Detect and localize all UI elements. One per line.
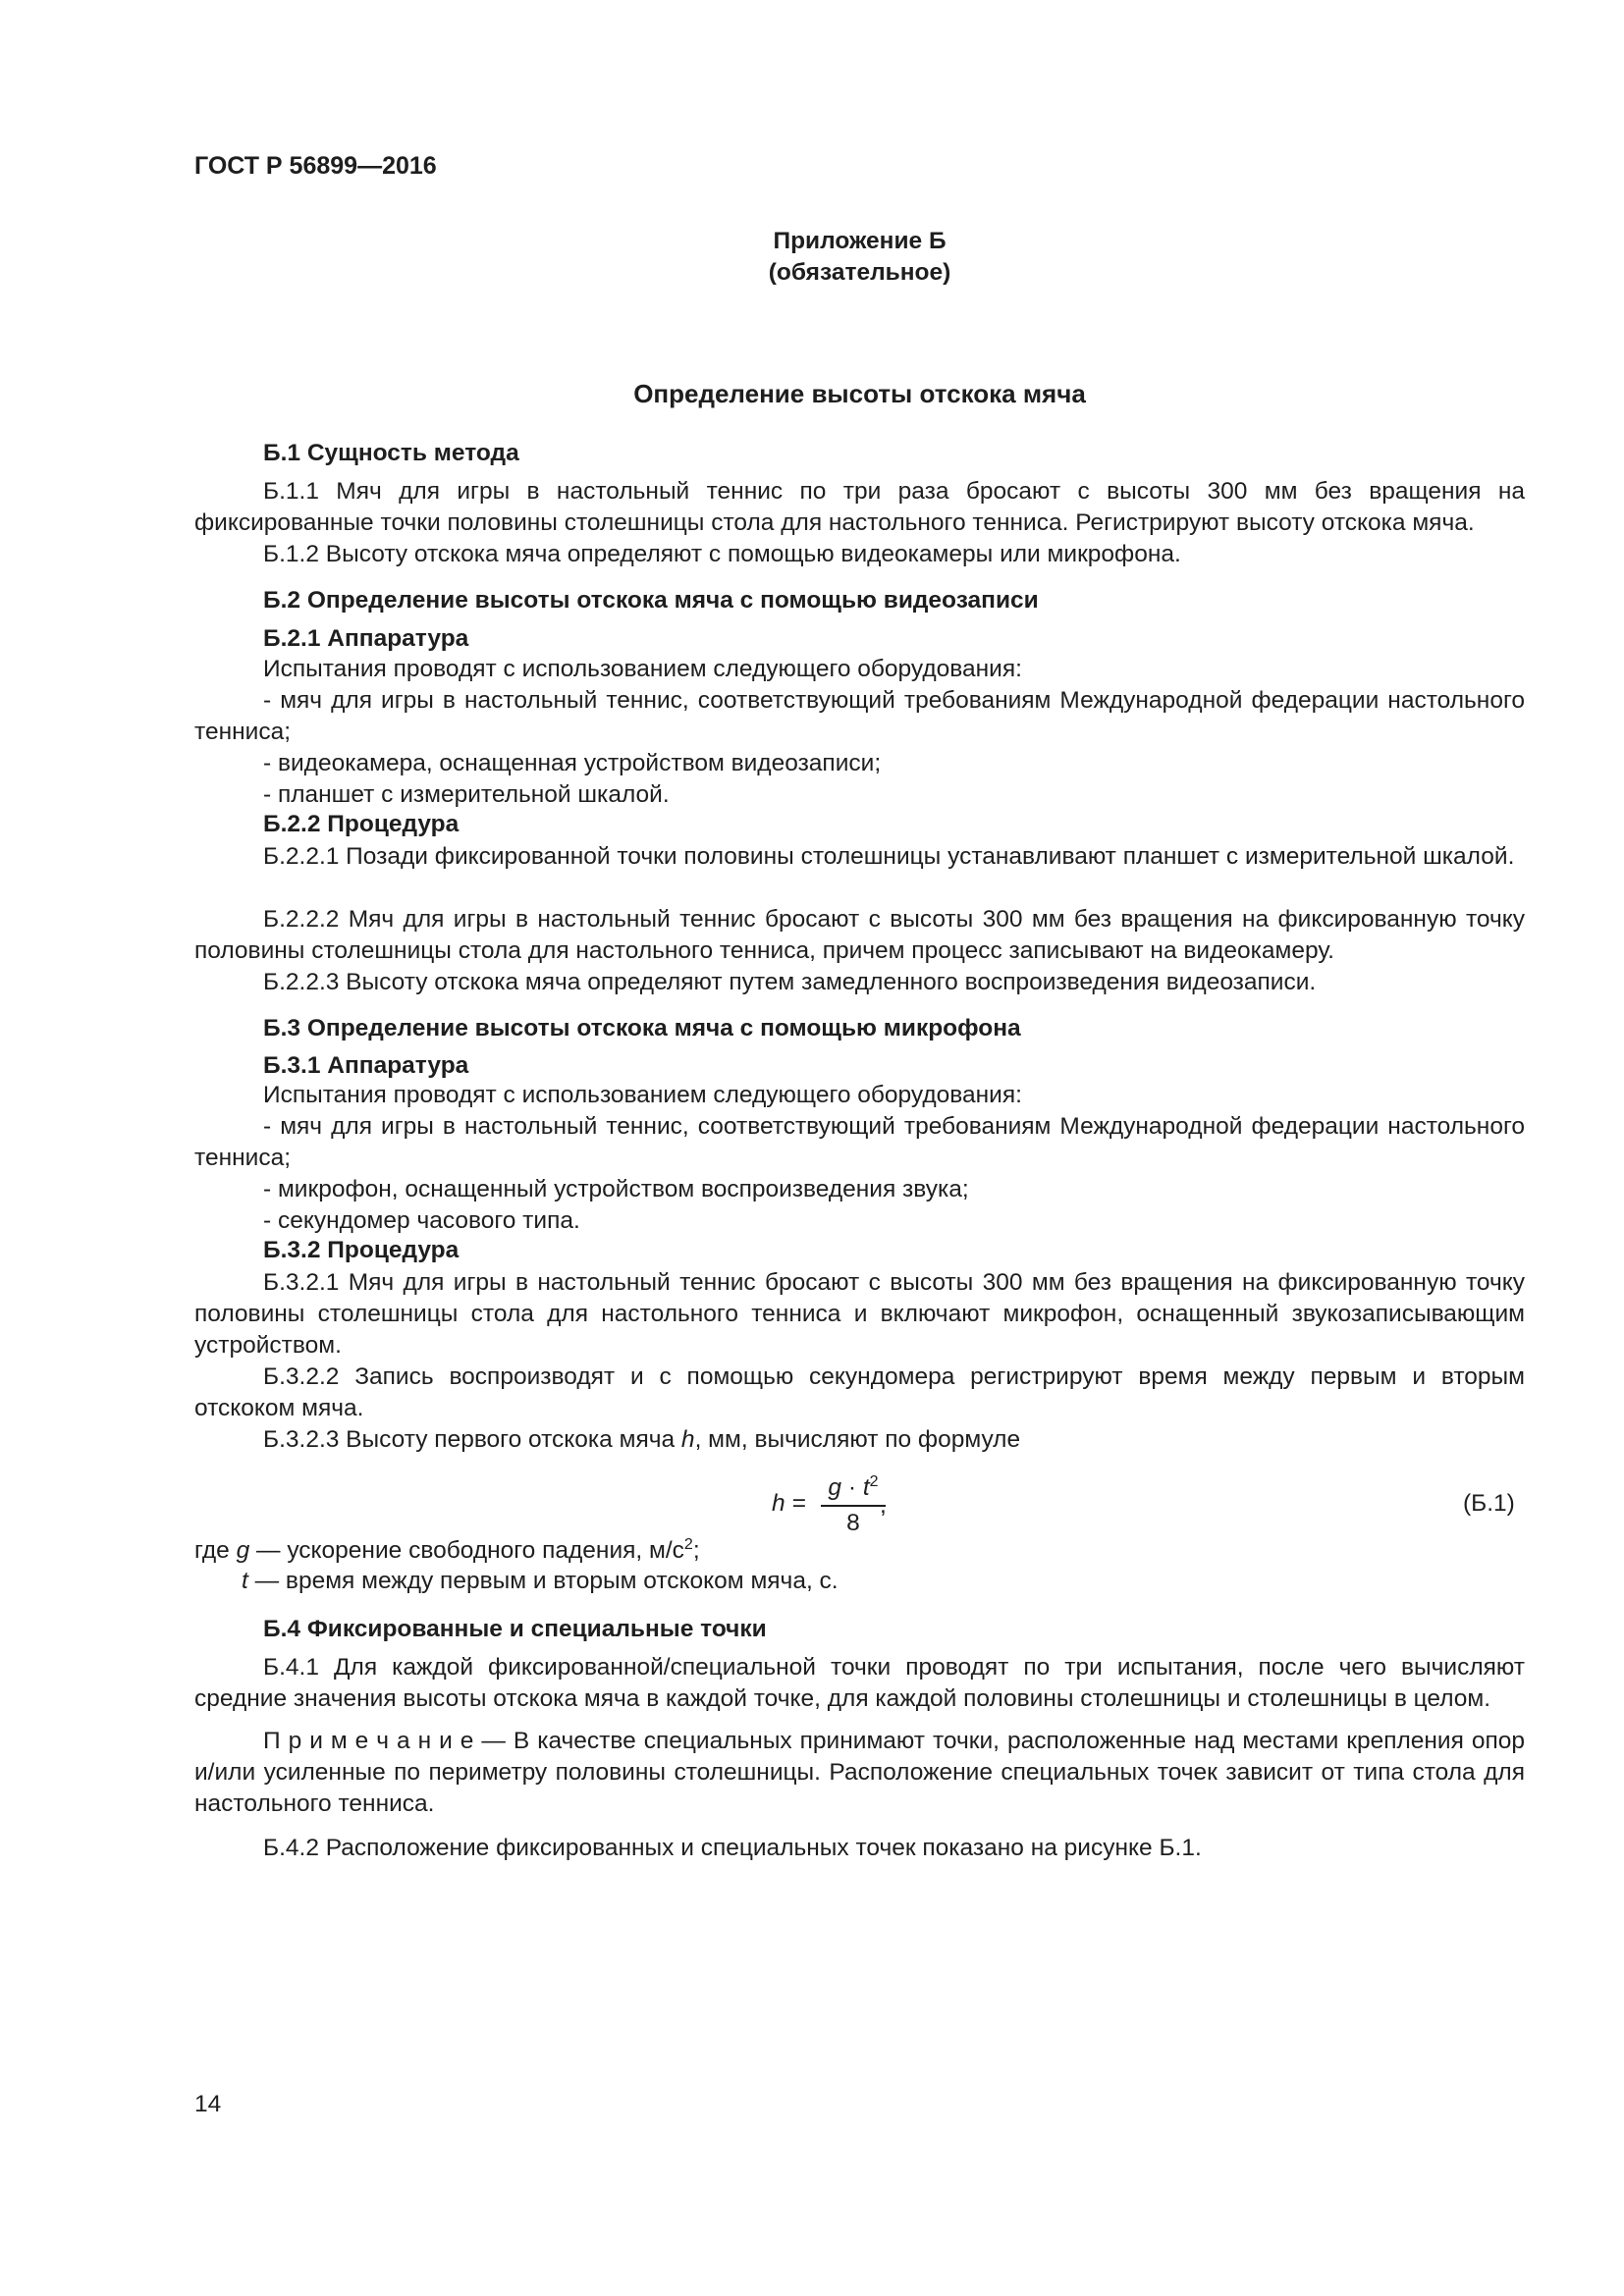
where-t-line [242,1568,839,1595]
paragraph-b3-intro: Испытания проводят с использованием следующего оборудования: [263,1082,1022,1108]
paragraph-b4-2: Б.4.2 Расположение фиксированных и специальных точек показано на рисунке Б.1. [263,1835,1202,1861]
where-var-g: g [236,1537,250,1564]
paragraph-b3-2-2: Б.3.2.2 Запись воспроизводят и с помощью секундомера регистрируют время между первым и вторым отскоком мяча. [194,1363,1525,1421]
formula-lhs [772,1490,806,1518]
formula-dot: · [841,1474,863,1501]
formula-fraction-line [821,1505,886,1507]
formula-exponent: 2 [869,1472,879,1490]
where-g-end: ; [692,1537,700,1564]
note-paragraph [194,1726,1525,1820]
where-var-t: t [242,1568,248,1594]
subsection-heading-b2-2: Б.2.2 Процедура [263,811,460,837]
paragraph-b3-2-3 [194,1424,1525,1456]
formula-numerator [823,1474,884,1502]
list-item: - планшет с измерительной шкалой. [263,781,670,808]
formula-trailing-comma: , [880,1492,887,1519]
formula-var-t: t [862,1474,870,1501]
where-t-text: — время между первым и вторым отскоком мяча, с. [247,1568,839,1594]
formula-var-g: g [828,1474,842,1501]
list-item: - мяч для игры в настольный теннис, соответствующий требованиям Международной федерации настольного тенниса; [194,687,1525,745]
list-item: - мяч для игры в настольный теннис, соответствующий требованиям Международной федерации настольного тенниса; [194,1113,1525,1171]
doc-code-header: ГОСТ Р 56899—2016 [194,152,437,180]
paragraph-b4-1: Б.4.1 Для каждой фиксированной/специальной точки проводят по три испытания, после чего вычисляют средние значения высоты отскока мяча в каждой точке, для каждой половины столешницы и столешницы в целом. [194,1654,1525,1712]
paragraph-b3-2-3-start: Б.3.2.3 Высоту первого отскока мяча [263,1426,681,1453]
note-text: — В качестве специальных принимают точки, расположенные над местами крепления опор и/или усиленные по периметру половины столешницы. Расположение специальных точек зависит от типа стола для настольного тенниса. [194,1728,1525,1817]
paragraph-b2-intro: Испытания проводят с использованием следующего оборудования: [263,656,1022,682]
paragraph-b3-2-1: Б.3.2.1 Мяч для игры в настольный теннис бросают с высоты 300 мм без вращения на фиксированную точку половины столешницы стола для настольного тенниса и включают микрофон, оснащенный звукозаписывающим устройством. [194,1269,1525,1359]
paragraph-b2-2-2: Б.2.2.2 Мяч для игры в настольный теннис бросают с высоты 300 мм без вращения на фиксированную точку половины столешницы стола для настольного тенниса, причем процесс записывают на видеокамеру. [194,906,1525,964]
paragraph-b1-2: Б.1.2 Высоту отскока мяча определяют с помощью видеокамеры или микрофона. [263,541,1181,567]
page-number: 14 [194,2091,222,2117]
list-item: - микрофон, оснащенный устройством воспроизведения звука; [263,1176,969,1202]
section-heading-b4: Б.4 Фиксированные и специальные точки [263,1616,767,1642]
subsection-heading-b3-2: Б.3.2 Процедура [263,1237,460,1263]
formula-lhs-text: h = [772,1490,806,1517]
paragraph-b2-2-1: Б.2.2.1 Позади фиксированной точки половины столешницы устанавливают планшет с измерительной шкалой. [263,843,1515,870]
list-item: - видеокамера, оснащенная устройством видеозаписи; [263,750,882,776]
appendix-heading: Определение высоты отскока мяча [633,379,1086,408]
section-heading-b3: Б.3 Определение высоты отскока мяча с помощью микрофона [263,1015,1021,1041]
subsection-heading-b3-1: Б.3.1 Аппаратура [263,1052,469,1079]
variable-h: h [680,1426,695,1453]
paragraph-b3-2-3-end: , мм, вычисляют по формуле [694,1426,1021,1453]
paragraph-b1-1: Б.1.1 Мяч для игры в настольный теннис по три раза бросают с высоты 300 мм без вращения на фиксированные точки половины столешницы стола для настольного тенниса. Регистрируют высоту отскока мяча. [194,478,1525,536]
where-g-exponent: 2 [683,1535,693,1553]
note-label: П р и м е ч а н и е [263,1728,474,1754]
section-heading-b2: Б.2 Определение высоты отскока мяча с помощью видеозаписи [263,587,1039,614]
subsection-heading-b2-1: Б.2.1 Аппаратура [263,625,469,652]
where-prefix: где [194,1537,237,1564]
formula-number: (Б.1) [1463,1490,1515,1517]
where-g-text: — ускорение свободного падения, м/с [249,1537,684,1564]
appendix-status: (обязательное) [768,259,951,286]
section-heading-b1: Б.1 Сущность метода [263,440,519,466]
list-item: - секундомер часового типа. [263,1207,580,1234]
where-g-line [194,1537,700,1565]
paragraph-b2-2-3: Б.2.2.3 Высоту отскока мяча определяют путем замедленного воспроизведения видеозаписи. [263,969,1317,995]
formula-denominator: 8 [846,1510,860,1536]
appendix-title: Приложение Б [773,228,947,254]
